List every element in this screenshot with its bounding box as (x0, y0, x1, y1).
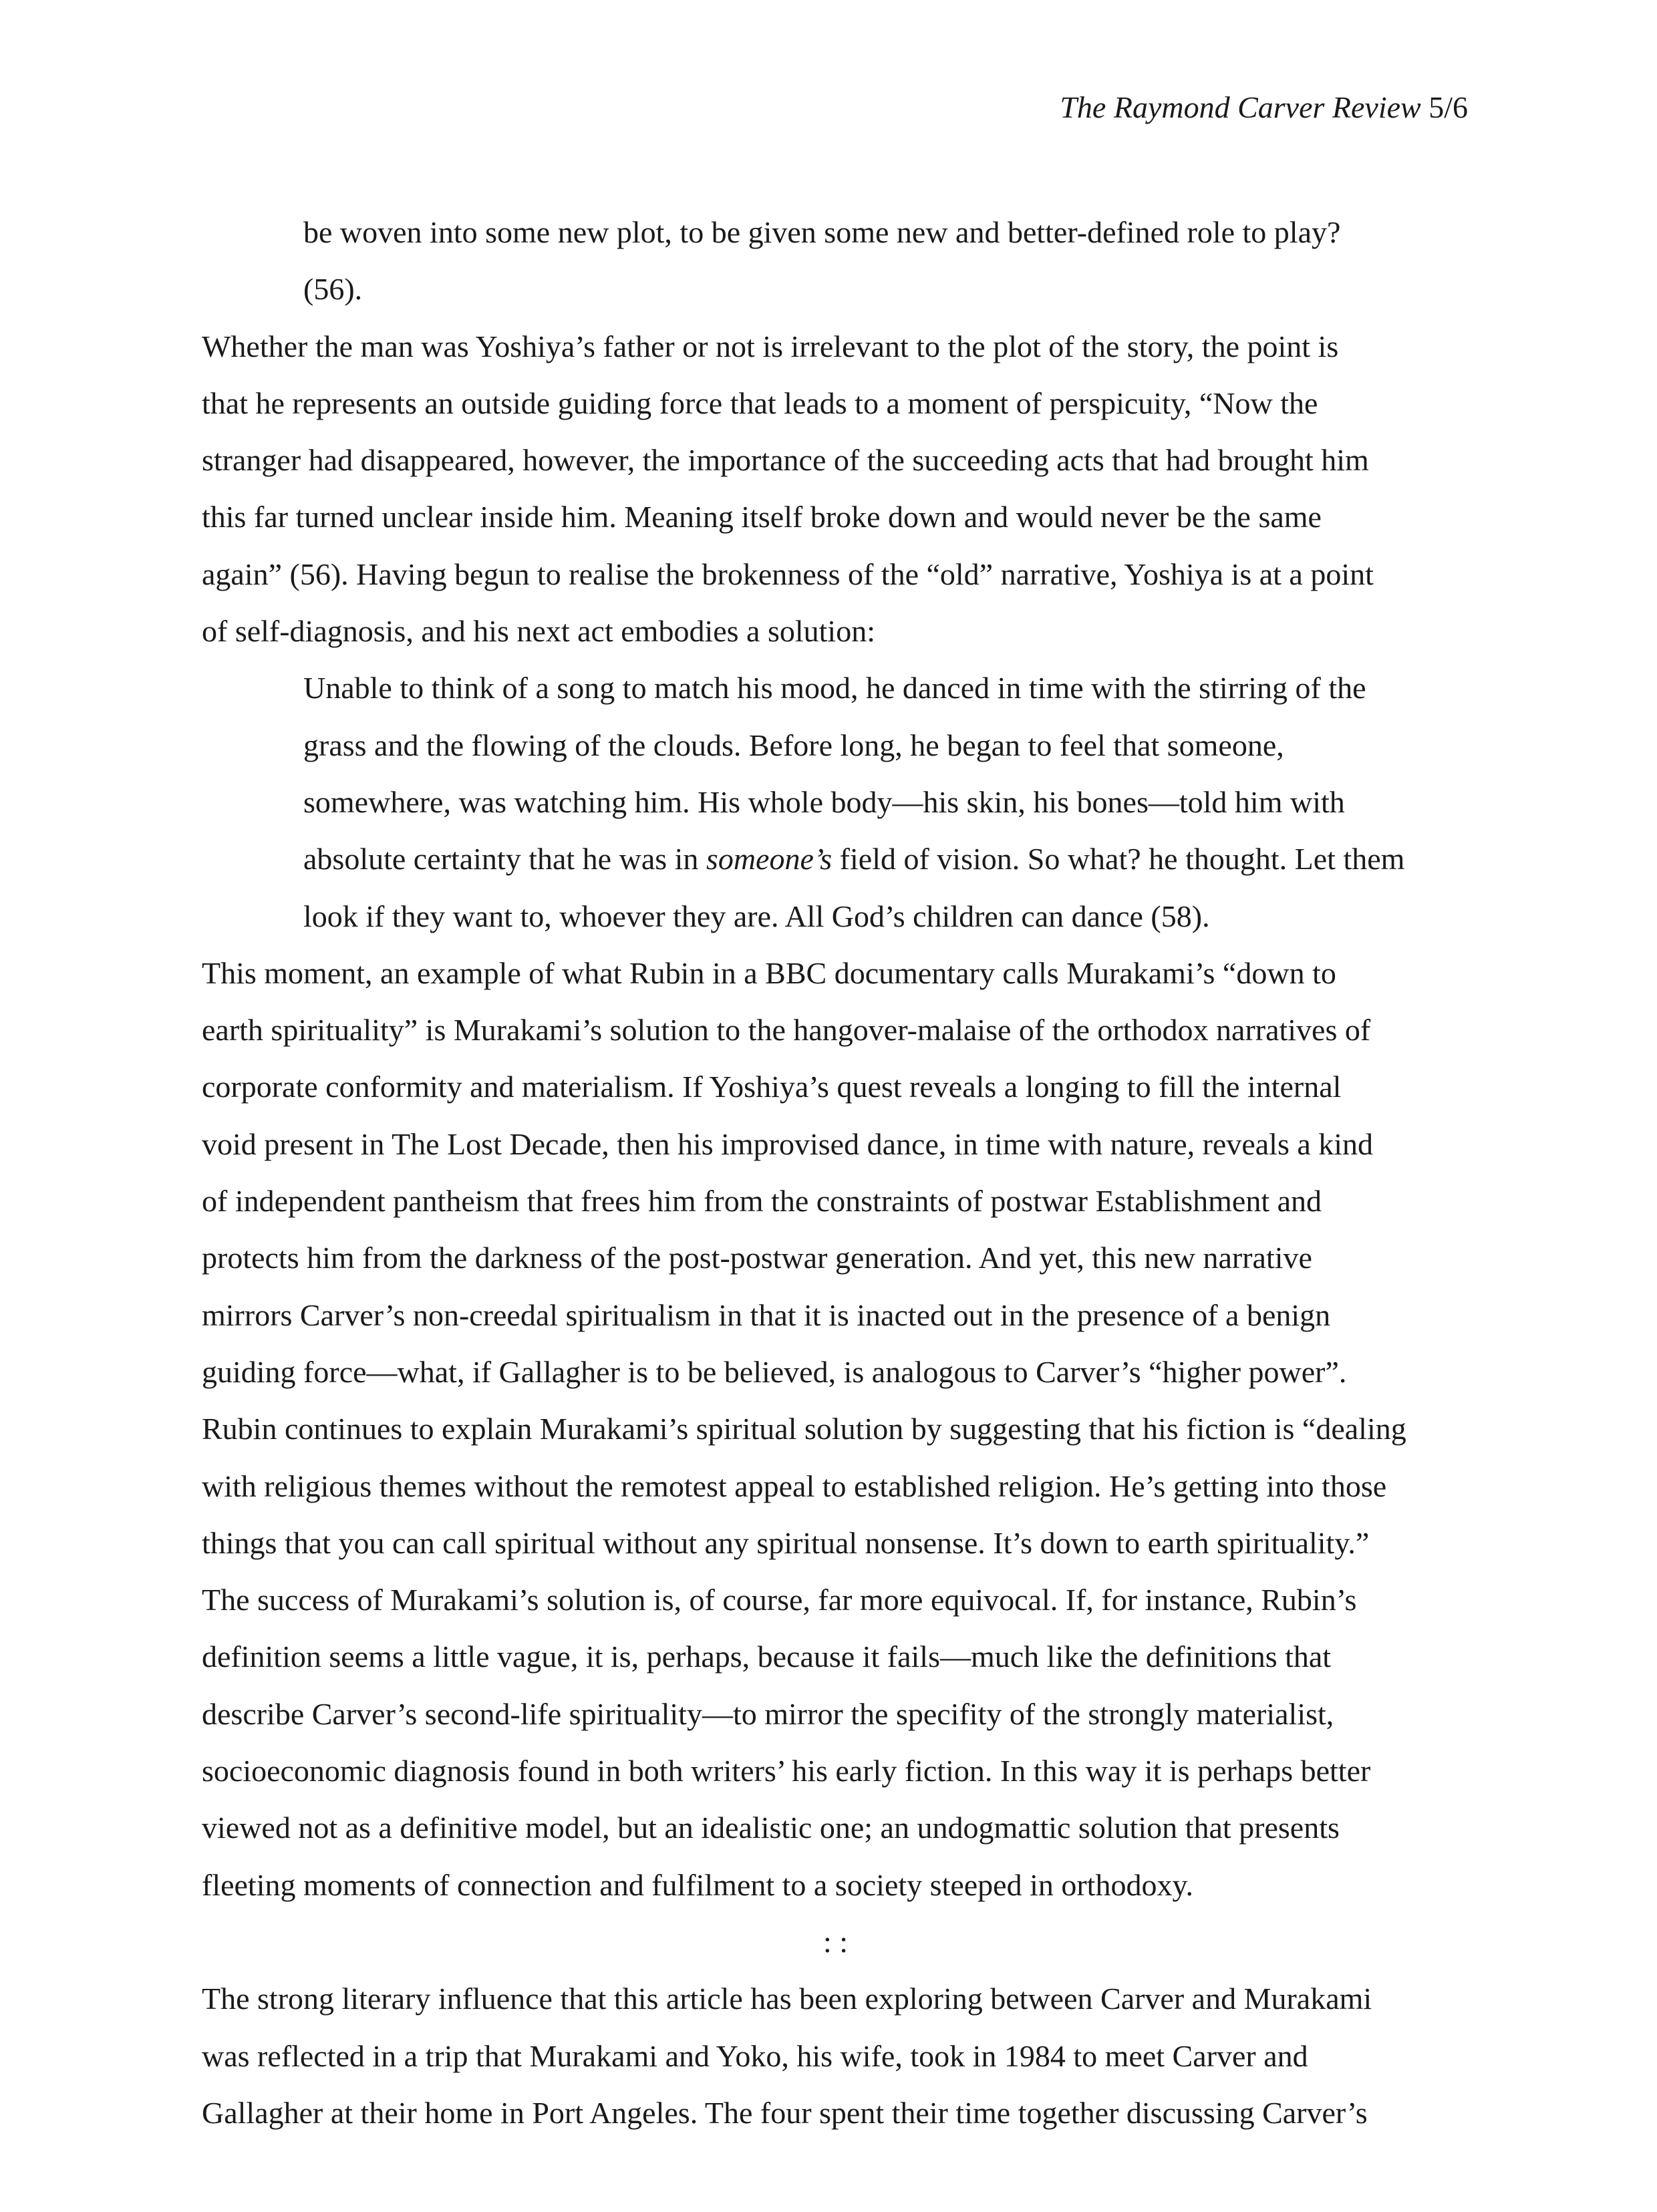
running-header (1060, 92, 1468, 123)
journal-title: The Raymond Carver Review (1060, 90, 1421, 124)
text-line: viewed not as a definitive model, but an idealistic one; an undogmattic solution that presents (202, 1810, 1340, 1845)
text-line: this far turned unclear inside him. Meaning itself broke down and would never be the same (202, 500, 1322, 534)
block-quote-line (202, 830, 1469, 887)
text-line: Rubin continues to explain Murakami’s spiritual solution by suggesting that his fiction is “dealing (202, 1412, 1406, 1446)
text-line: The success of Murakami’s solution is, of course, far more equivocal. If, for instance, Rubin’s (202, 1583, 1357, 1617)
text-line: socioeconomic diagnosis found in both writers’ his early fiction. In this way it is perhaps better (202, 1754, 1371, 1788)
block-quote-line: be woven into some new plot, to be given some new and better-defined role to play? (303, 215, 1341, 249)
text-line: Whether the man was Yoshiya’s father or not is irrelevant to the plot of the story, the point is (202, 329, 1339, 363)
text-line: again” (56). Having begun to realise the brokenness of the “old” narrative, Yoshiya is at a point (202, 557, 1374, 591)
text-segment: field of vision. So what? he thought. Let them (832, 842, 1405, 877)
text-line: stranger had disappeared, however, the importance of the succeeding acts that had brought him (202, 443, 1369, 478)
text-line: describe Carver’s second-life spirituality—to mirror the specifity of the strongly materialist, (202, 1696, 1334, 1731)
text-segment: absolute certainty that he was in (303, 842, 706, 877)
block-quote-line: (56). (303, 272, 363, 307)
block-quote-line: look if they want to, whoever they are. All God’s children can dance (58). (303, 899, 1210, 933)
text-line: The strong literary influence that this article has been exploring between Carver and Murakami (202, 1982, 1372, 2016)
text-line: of self-diagnosis, and his next act embodies a solution: (202, 614, 875, 649)
italic-emphasis: someone’s (706, 842, 833, 877)
text-line: void present in The Lost Decade, then his improvised dance, in time with nature, reveals a kind (202, 1126, 1374, 1161)
body-text (202, 204, 1469, 2141)
page-number: 5/6 (1428, 90, 1468, 124)
text-line: earth spirituality” is Murakami’s solution to the hangover-malaise of the orthodox narratives of (202, 1013, 1371, 1048)
text-line: that he represents an outside guiding force that leads to a moment of perspicuity, “Now the (202, 385, 1318, 420)
text-line: was reflected in a trip that Murakami and Yoko, his wife, took in 1984 to meet Carver and (202, 2038, 1308, 2073)
block-quote-line: grass and the flowing of the clouds. Before long, he began to feel that someone, (303, 728, 1284, 762)
text-line: corporate conformity and materialism. If Yoshiya’s quest reveals a longing to fill the internal (202, 1070, 1342, 1104)
text-line: of independent pantheism that frees him from the constraints of postwar Establishment and (202, 1184, 1322, 1219)
section-break: : : (822, 1924, 849, 1959)
text-line: This moment, an example of what Rubin in a BBC documentary calls Murakami’s “down to (202, 955, 1336, 990)
text-line: definition seems a little vague, it is, perhaps, because it fails—much like the definitions that (202, 1639, 1332, 1674)
text-line: fleeting moments of connection and fulfilment to a society steeped in orthodoxy. (202, 1867, 1193, 1902)
text-line: Gallagher at their home in Port Angeles. The four spent their time together discussing Carver’s (202, 2095, 1368, 2130)
block-quote-line: Unable to think of a song to match his mood, he danced in time with the stirring of the (303, 671, 1366, 705)
text-line: things that you can call spiritual without any spiritual nonsense. It’s down to earth spirituality.” (202, 1525, 1370, 1560)
text-line: mirrors Carver’s non-creedal spiritualism in that it is inacted out in the presence of a benign (202, 1297, 1331, 1332)
text-line: protects him from the darkness of the post-postwar generation. And yet, this new narrative (202, 1241, 1312, 1275)
text-line: with religious themes without the remotest appeal to established religion. He’s getting into those (202, 1468, 1387, 1503)
text-line: guiding force—what, if Gallagher is to be believed, is analogous to Carver’s “higher power”. (202, 1354, 1347, 1389)
block-quote-line: somewhere, was watching him. His whole body—his skin, his bones—told him with (303, 784, 1345, 819)
